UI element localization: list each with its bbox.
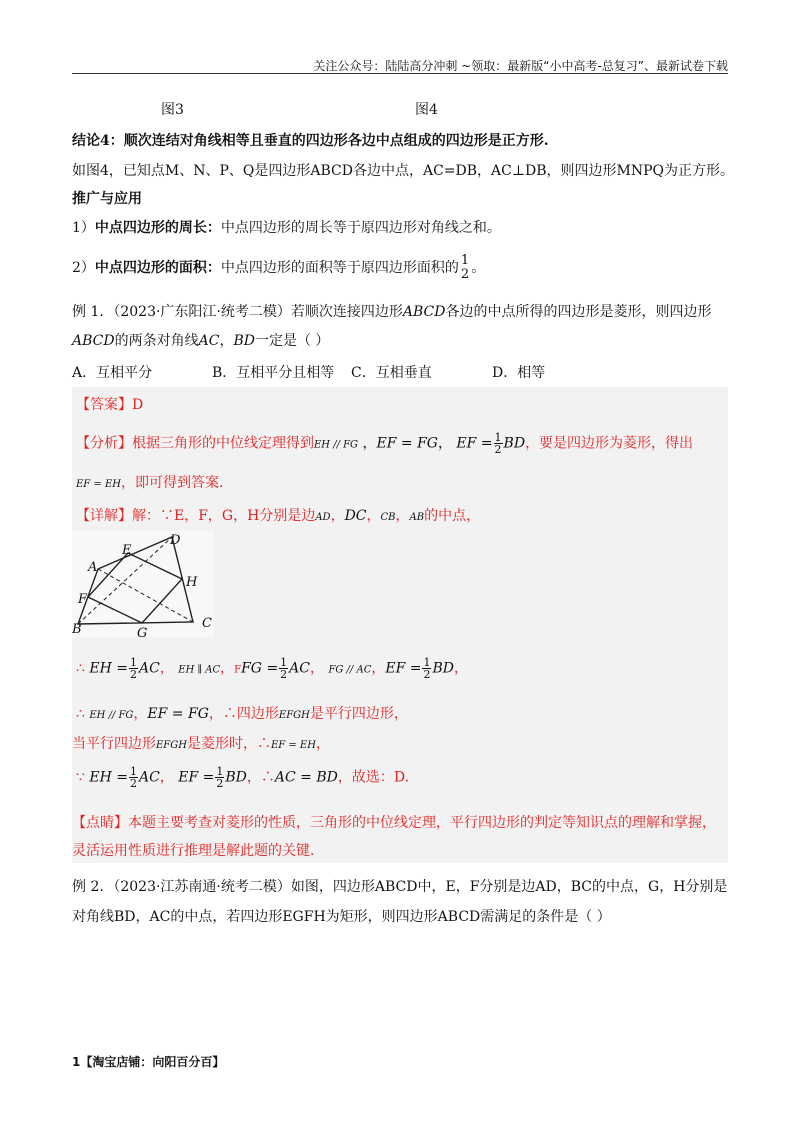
option-d: D．相等 [492,365,546,381]
item2-fraction: 1 2 [460,253,470,282]
step1-math-1: EH = [89,660,128,677]
extension-item-2 [72,254,485,282]
step1-f: F [234,664,242,676]
conclusion-4-title: 结论4：顺次连结对角线相等且垂直的四边形各边中点组成的四边形是正方形. [72,133,549,149]
step1-math-3: FG = [241,660,279,677]
comment-line-2: 灵活运用性质进行推理是解此题的关键. [72,843,315,859]
page-footer: 1【淘宝店铺：向阳百分百】 [72,1055,225,1069]
step4-frac-1: $\frac{1}{2}$ [129,765,137,790]
step3-math-2: EF = EH [270,740,316,751]
analysis-text: 根据三角形的中位线定理得到 [132,435,314,452]
detail-math-cb: CB [380,512,396,523]
label-a: A [88,560,98,575]
detail-line: 【详解】解：∵E，F，G，H分别是边AD，DC，CB，AB的中点， [76,508,481,524]
step4-frac-2: $\frac{1}{2}$ [216,765,224,790]
step3-text-2: 是菱形时，∴ [186,736,271,752]
step4-text: ，∴ [246,769,275,786]
step4-math-2r: BD [225,769,247,786]
example-1-line-2 [72,330,329,350]
example-2-line-1: 例 2．（2023·江苏南通·统考二模）如图，四边形ABCD中，E，F分别是边AD，BC的中点，G，H分别是 [72,879,728,895]
step2-math-1: EH // FG [89,710,134,721]
step1-frac-3: $\frac{1}{2}$ [423,656,431,681]
step2-text-2: 是平行四边形， [309,706,408,722]
analysis-math-2: EF = FG [376,435,438,452]
step2-text: ，∴四边形 [208,706,279,722]
analysis-text-2: ，要是四边形为菱形，得出 [525,435,694,452]
option-b: B．互相平分且相等 [212,365,335,381]
step-4: ∵ EH = $\frac{1}{2}$ AC， EF = $\frac{1}{2}$ BD，∴AC = BD，故选：D. [76,765,410,790]
option-a: A．互相平分 [72,365,153,381]
item1-bold: 中点四边形的周长： [94,220,221,236]
label-b: B [72,622,82,637]
step4-text-2: ，故选：D. [337,769,410,786]
analysis-fraction: $\frac{1}{2}$ [494,431,502,456]
example-2-line-2: 对角线BD，AC的中点，若四边形EGFH为矩形，则四边形ABCD需满足的条件是（ ） [72,909,611,925]
ex1-text-d: 一定是（ ） [254,333,330,349]
step4-because: ∵ [76,769,85,786]
analysis-line-1: 【分析】根据三角形的中位线定理得到EH // FG ，EF = FG， EF = $\frac{1}{2}$ BD，要是四边形为菱形，得出 [76,431,694,456]
step-1: ∴ EH = $\frac{1}{2}$ AC， EH ∥ AC，FFG = $\frac{1}{2}$ AC， FG // AC，EF = $\frac{1}{2}$ BD， [76,656,468,681]
label-g: G [137,626,148,637]
ex1-math-abcd: ABCD [402,304,446,320]
step1-therefore: ∴ [76,660,85,677]
detail-label: 【详解】 [76,508,132,524]
ex1-math-abcd-2: ABCD [72,333,115,349]
item1-prefix: 1） [72,220,95,236]
item1-text: 中点四边形的周长等于原四边形对角线之和。 [220,220,501,236]
step1-frac-2: $\frac{1}{2}$ [280,656,288,681]
quad-abcd [78,537,193,624]
detail-math-ab: AB [409,512,425,523]
step-2: ∴ EH // FG，EF = FG，∴四边形EFGH是平行四边形， [76,706,408,722]
analysis-math-3r: BD [503,435,526,452]
step1-frac-1: $\frac{1}{2}$ [129,656,137,681]
extension-title: 推广与应用 [72,191,142,207]
header-rule [72,73,728,74]
quadrilateral-diagram [72,531,214,637]
step3-text: 当平行四边形 [72,736,156,752]
ex1-math-ac: AC [198,333,220,349]
item2-prefix: 2） [72,260,95,276]
quad-efgh [88,553,182,623]
step4-math-1r: AC [138,769,160,786]
step1-math-2: EH ∥ AC [178,664,221,676]
comment-label: 【点睛】 [72,815,128,831]
ex1-math-bd: BD [233,333,255,349]
figure-3-caption: 图3 [161,102,184,118]
step-3: 当平行四边形EFGH是菱形时，∴EF = EH， [72,736,330,752]
detail-text: 解：∵E，F，G，H分别是边 [132,508,316,524]
option-c: C．互相垂直 [351,365,432,381]
label-f: F [78,592,88,607]
detail-text-2: 的中点， [424,508,481,524]
step1-math-4: FG // AC [328,664,372,676]
detail-math-ad: AD [315,512,331,523]
figure-4-caption: 图4 [415,102,438,118]
step4-math-3: AC = BD [274,769,338,786]
extension-item-1 [72,217,501,237]
step4-math-2: EF = [178,769,215,786]
page-header: 关注公众号：陆陆高分冲刺 ~领取：最新版“小中高考-总复习”、最新试卷下载 [313,59,728,73]
step4-math-1: EH = [89,769,128,786]
label-d: D [170,533,181,548]
analysis-math-4: EF = EH [76,479,121,490]
analysis-text-3: ，即可得到答案. [121,475,224,491]
example-1-line-1 [72,301,712,321]
comment-text: 本题主要考查对菱形的性质，三角形的中位线定理，平行四边形的判定等知识点的理解和掌握， [128,815,716,831]
item2-text: 中点四边形的面积等于原四边形面积的 [220,260,459,276]
ex1-text-b: 各边的中点所得的四边形是菱形，则四边形 [445,304,712,320]
answer-label: 【答案】D [76,397,144,413]
ex1-text-c: 的两条对角线 [114,333,199,349]
analysis-label: 【分析】 [76,435,132,452]
step1-math-1r: AC [138,660,160,677]
step3-math-1: EFGH [156,740,187,751]
comment-line-1 [72,812,716,832]
label-e: E [122,543,132,558]
step2-math-2: EF = FG [147,706,209,722]
item2-end: 。 [471,260,486,276]
label-c: C [202,616,212,631]
step2-math-3: EFGH [278,710,310,721]
conclusion-4-text: 如图4，已知点M、N、P、Q是四边形ABCD各边中点，AC=DB，AC⊥DB，则四边形MNPQ为正方形。 [72,163,735,179]
analysis-math-1: EH // FG [314,439,359,451]
ex1-comma: ， [219,333,234,349]
label-h: H [186,575,198,590]
quadrilateral-figure [72,531,214,637]
item2-bold: 中点四边形的面积： [94,260,221,276]
step1-math-5r: BD [432,660,454,677]
step1-math-5: EF = [385,660,422,677]
analysis-line-2 [76,472,223,492]
ex1-text-a: 例 1．（2023·广东阳江·统考二模）若顺次连接四边形 [72,304,403,320]
detail-math-dc: DC [344,508,367,524]
step1-math-3r: AC [289,660,310,677]
step2-therefore: ∴ [76,706,85,722]
analysis-math-3: EF = [456,435,493,452]
